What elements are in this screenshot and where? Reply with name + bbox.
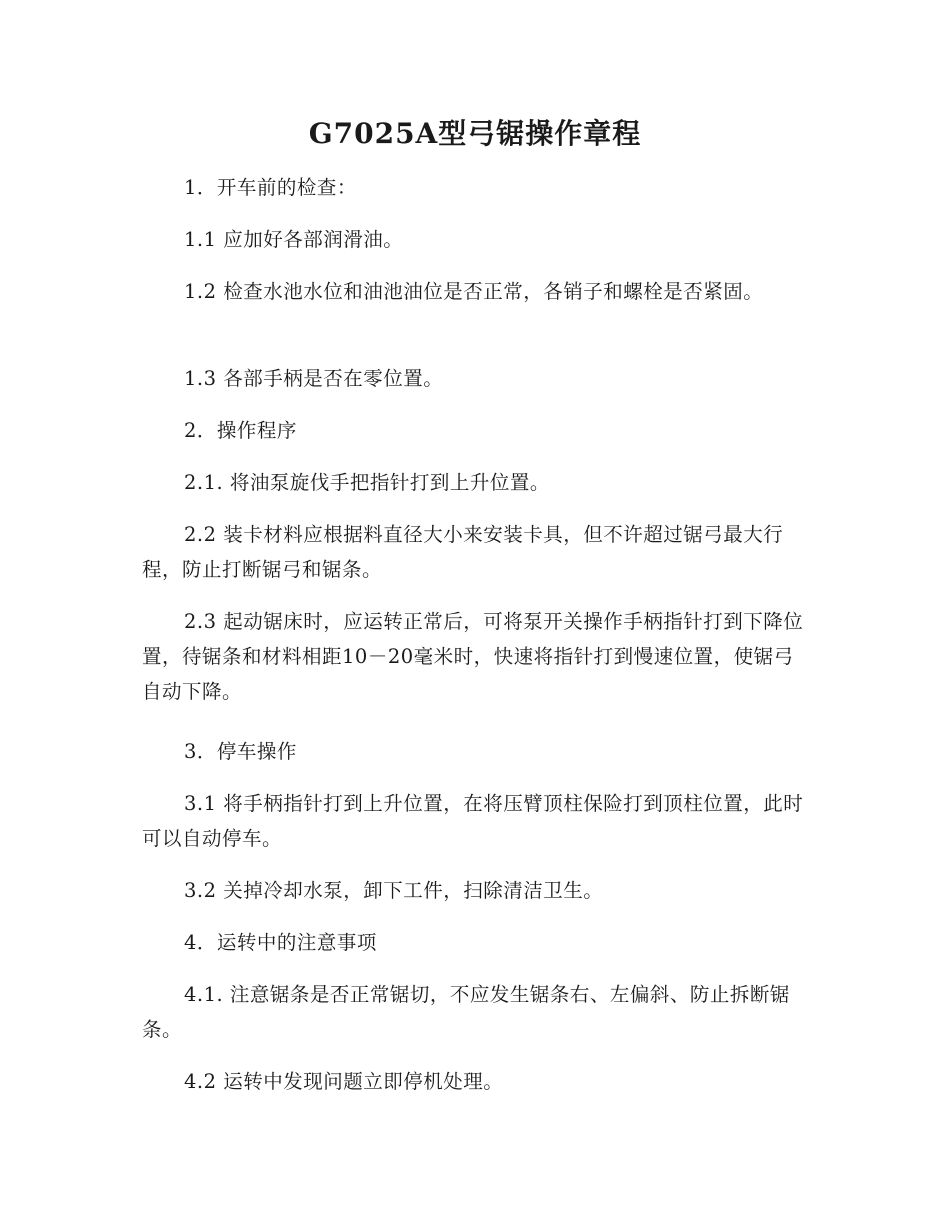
paragraph-4-1: 4.1. 注意锯条是否正常锯切，不应发生锯条右、左偏斜、防止拆断锯条。: [142, 983, 790, 1041]
paragraph-3-1: 3.1 将手柄指针打到上升位置，在将压臂顶柱保险打到顶柱位置，此时可以自动停车。: [142, 792, 804, 850]
paragraph-2-2: 2.2 装卡材料应根据料直径大小来安装卡具，但不许超过锯弓最大行程，防止打断锯弓和锯条。: [142, 523, 784, 581]
paragraph-2-3: 2.3 起动锯床时，应运转正常后，可将泵开关操作手柄指针打到下降位置，待锯条和材料相距10－20毫米时，快速将指针打到慢速位置，使锯弓自动下降。: [142, 610, 804, 703]
paragraph-1-1: 1.1 应加好各部润滑油。: [184, 228, 404, 251]
paragraph-3-2: 3.2 关掉冷却水泵，卸下工件，扫除清洁卫生。: [184, 879, 604, 902]
section-heading-4: 4．运转中的注意事项: [184, 931, 377, 954]
section-heading-3: 3．停车操作: [184, 740, 297, 763]
paragraph-2-1: 2.1. 将油泵旋伐手把指针打到上升位置。: [184, 471, 550, 494]
section-heading-1: 1．开车前的检查：: [184, 176, 357, 199]
document-title: G7025A型弓锯操作章程: [308, 117, 642, 150]
paragraph-1-3: 1.3 各部手柄是否在零位置。: [184, 367, 444, 390]
paragraph-4-2: 4.2 运转中发现问题立即停机处理。: [184, 1070, 504, 1093]
paragraph-1-2: 1.2 检查水池水位和油池油位是否正常，各销子和螺栓是否紧固。: [184, 280, 764, 303]
section-heading-2: 2．操作程序: [184, 419, 297, 442]
